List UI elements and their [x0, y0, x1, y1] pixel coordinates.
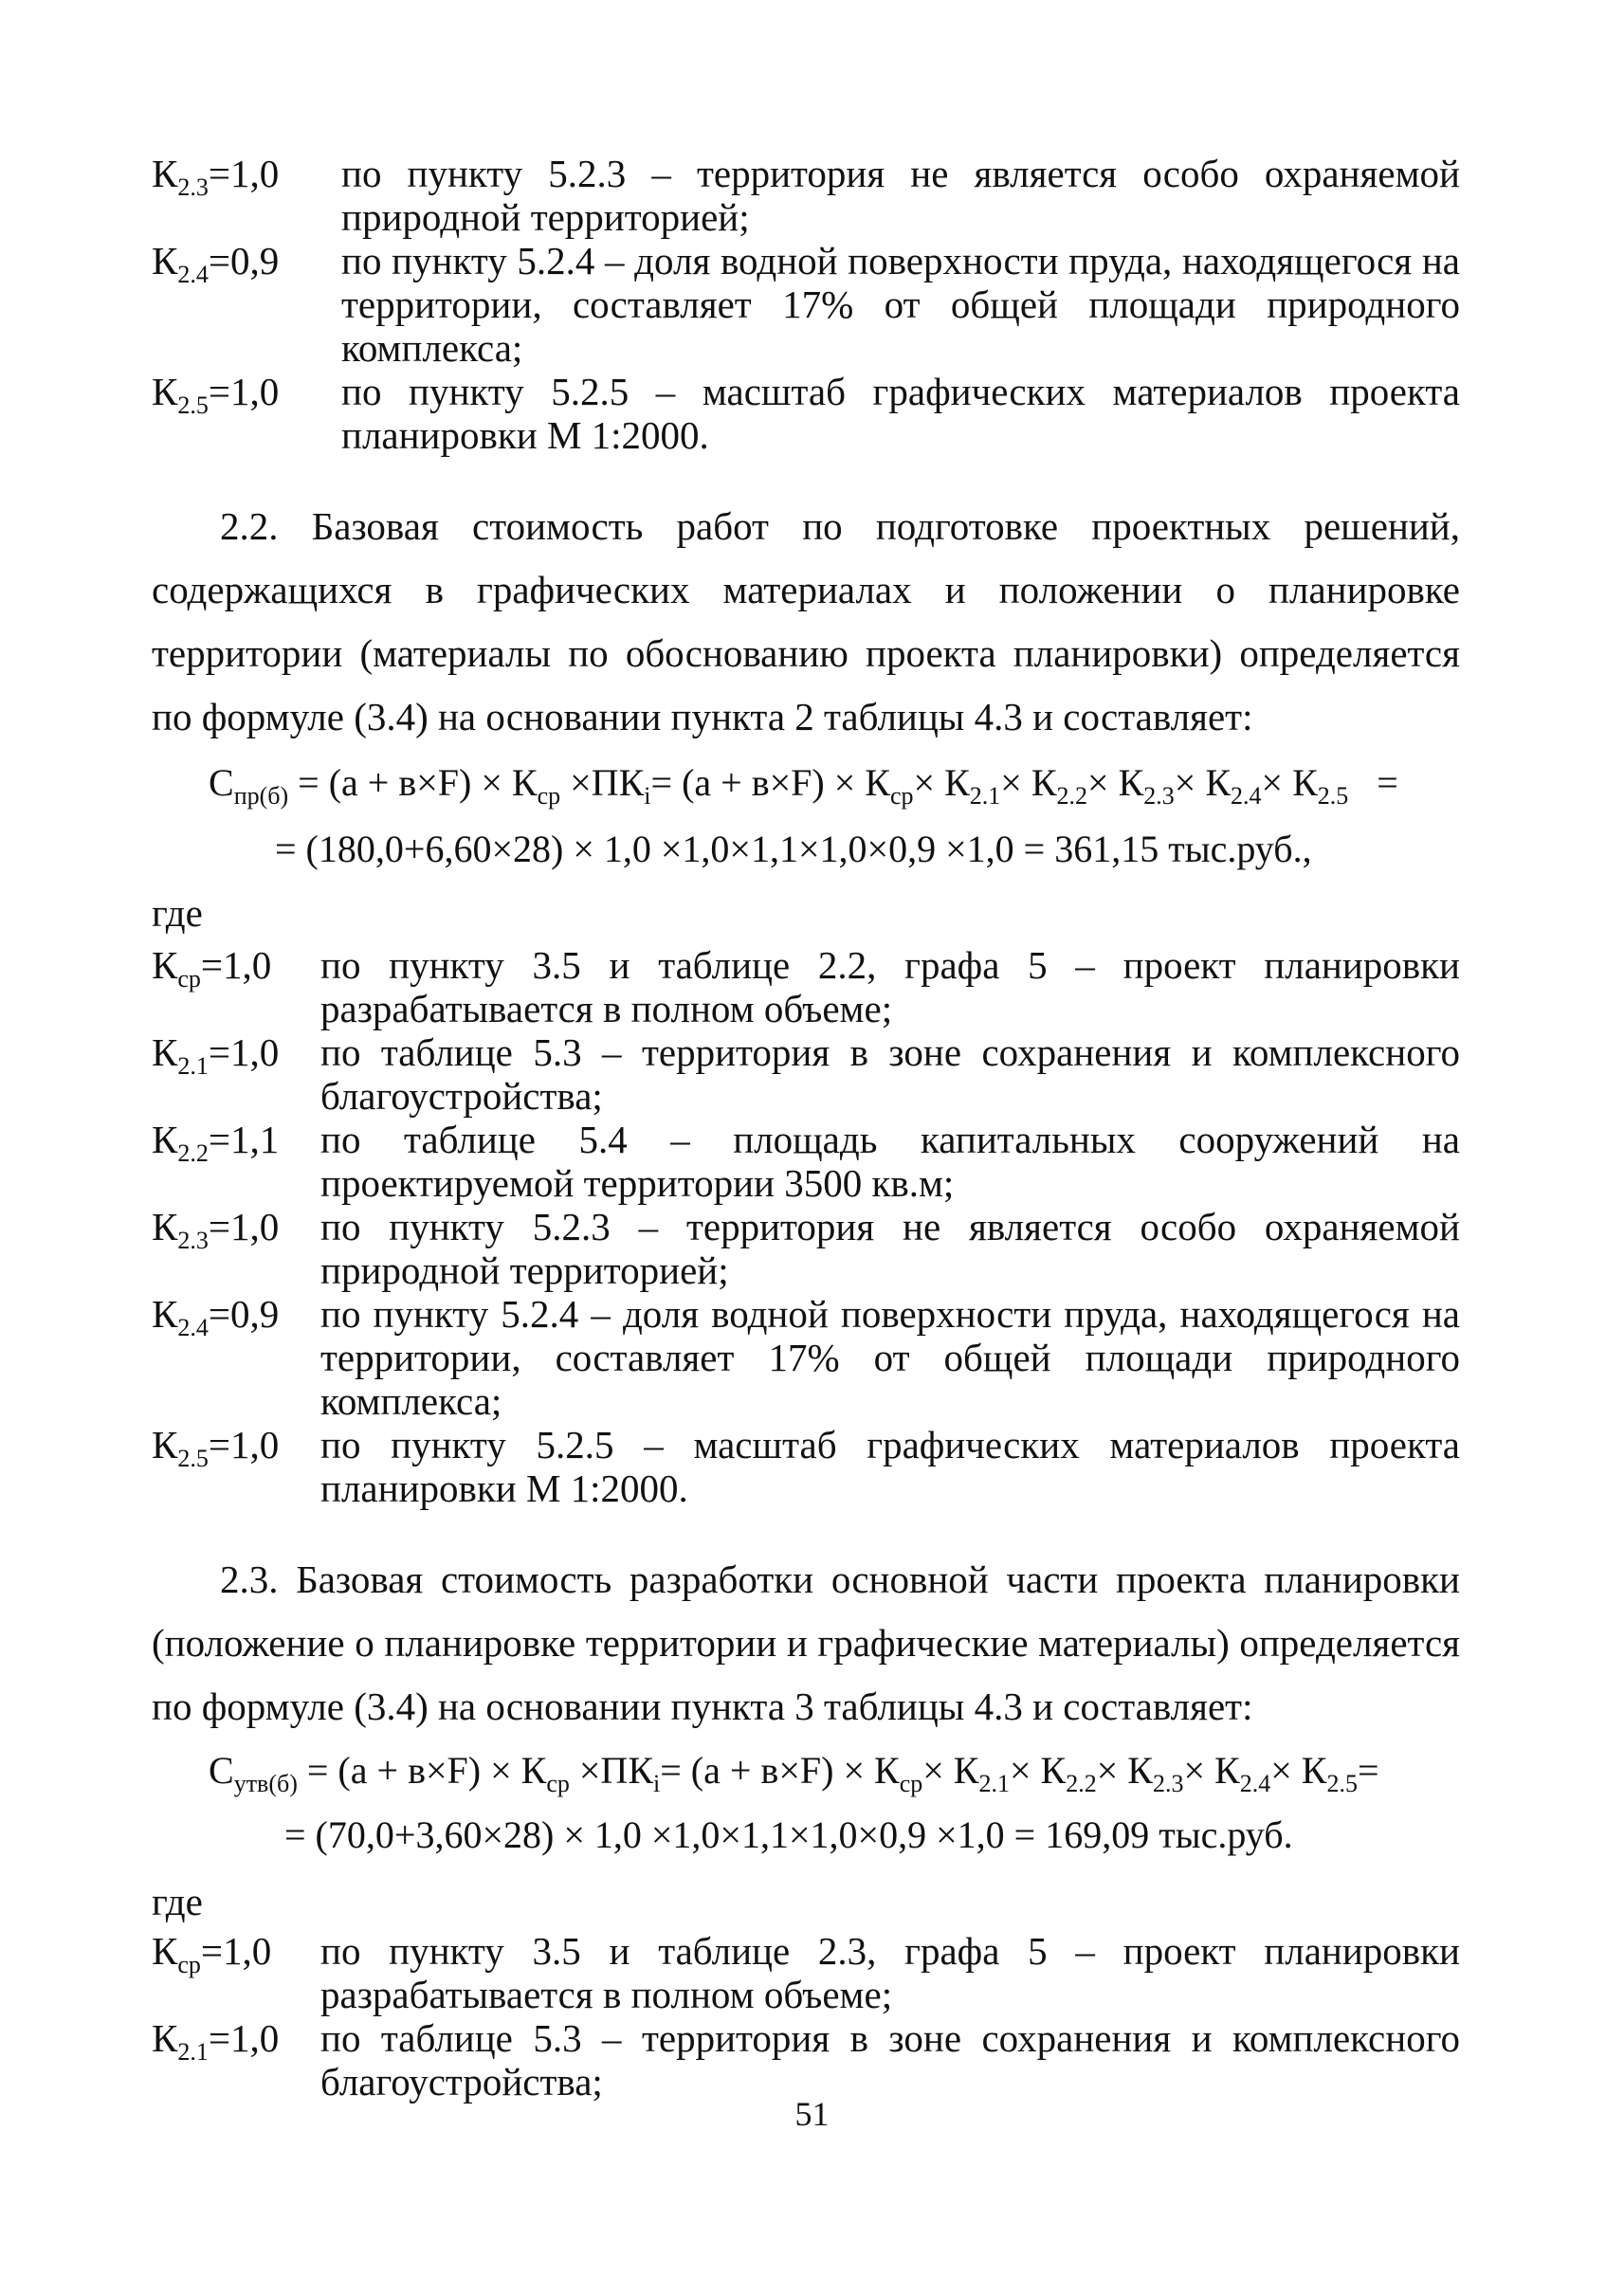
page-number: 51 [794, 2095, 830, 2133]
coefficient-definition: $К_{2.5}=1,0$ по пункту 5.2.5 – масштаб графических материалов проекта планировки М 1:2000. [152, 370, 1460, 457]
coefficient-definition: $К_{ср}=1,0$ по пункту 3.5 и таблице 2.3, графа 5 – проект планировки разрабатывается в полном объеме; [152, 1929, 1460, 2016]
coefficient-definition: $К_{2.3}=1,0$ по пункту 5.2.3 – территория не является особо охраняемой природной территорией; [152, 1205, 1460, 1292]
coefficient-definition: $К_{2.3}=1,0$ по пункту 5.2.3 – территория не является особо охраняемой природной территорией; [152, 152, 1460, 239]
coefficient-definition: $К_{2.1}=1,0$ по таблице 5.3 – территория в зоне сохранения и комплексного благоустройства; [152, 2016, 1460, 2104]
where-label: где [152, 1880, 203, 1923]
coefficient-definition: $К_{2.1}=1,0$ по таблице 5.3 – территория в зоне сохранения и комплексного благоустройства; [152, 1030, 1460, 1118]
coefficient-definition: $К_{2.5}=1,0$ по пункту 5.2.5 – масштаб графических материалов проекта планировки М 1:2000. [152, 1423, 1460, 1510]
formula-cost-utv: $С_{утв(б)} = (а + в\times F) \times К_{ср} \times ПК_i= (а + в\times F) \times К_{ср}\times К_{2.1}\times К_{2.2}\times К_{2.3}\times К_{2.4}\times К_{2.5}=$ [209, 1749, 1379, 1797]
coefficient-definition: $К_{ср}=1,0$ по пункту 3.5 и таблице 2.2, графа 5 – проект планировки разрабатывается в полном объеме; [152, 943, 1460, 1030]
formula-cost-pr: $С_{пр(б)} = (а + в\times F) \times К_{ср} \times ПК_i= (а + в\times F) \times К_{ср}\times К_{2.1}\times К_{2.2}\times К_{2.3}\times К_{2.4}\times К_{2.5}$ = [209, 761, 1398, 810]
formula-cost-utv-result: = (70,0+3,60×28) × 1,0 ×1,0×1,1×1,0×0,9 ×1,0 = 169,09 тыс.руб. [284, 1813, 1293, 1856]
coefficient-definition: $К_{2.4}=0,9$ по пункту 5.2.4 – доля водной поверхности пруда, находящегося на территории, составляет 17% от общей площади природного комплекса; [152, 1292, 1460, 1423]
where-label: где [152, 891, 203, 935]
coefficient-definition: $К_{2.4}=0,9$ по пункту 5.2.4 – доля водной поверхности пруда, находящегося на территории, составляет 17% от общей площади природного комплекса; [152, 239, 1460, 370]
formula-cost-pr-result: = (180,0+6,60×28) × 1,0 ×1,0×1,1×1,0×0,9 ×1,0 = 361,15 тыс.руб., [275, 828, 1312, 870]
paragraph-2-2: 2.2. Базовая стоимость работ по подготовке проектных решений, содержащихся в графических материалах и положении о планировке территории (материалы по обоснованию проекта планировки) определяется по формуле (3.4) на основании пункта 2 таблицы 4.3 и составляет: [152, 504, 1460, 738]
coefficient-definition: $К_{2.2}=1,1$ по таблице 5.4 – площадь капитальных сооружений на проектируемой территории 3500 кв.м; [152, 1118, 1460, 1205]
paragraph-2-3: 2.3. Базовая стоимость разработки основной части проекта планировки (положение о планировке территории и графические материалы) определяется по формуле (3.4) на основании пункта 3 таблицы 4.3 и составляет: [152, 1557, 1460, 1728]
